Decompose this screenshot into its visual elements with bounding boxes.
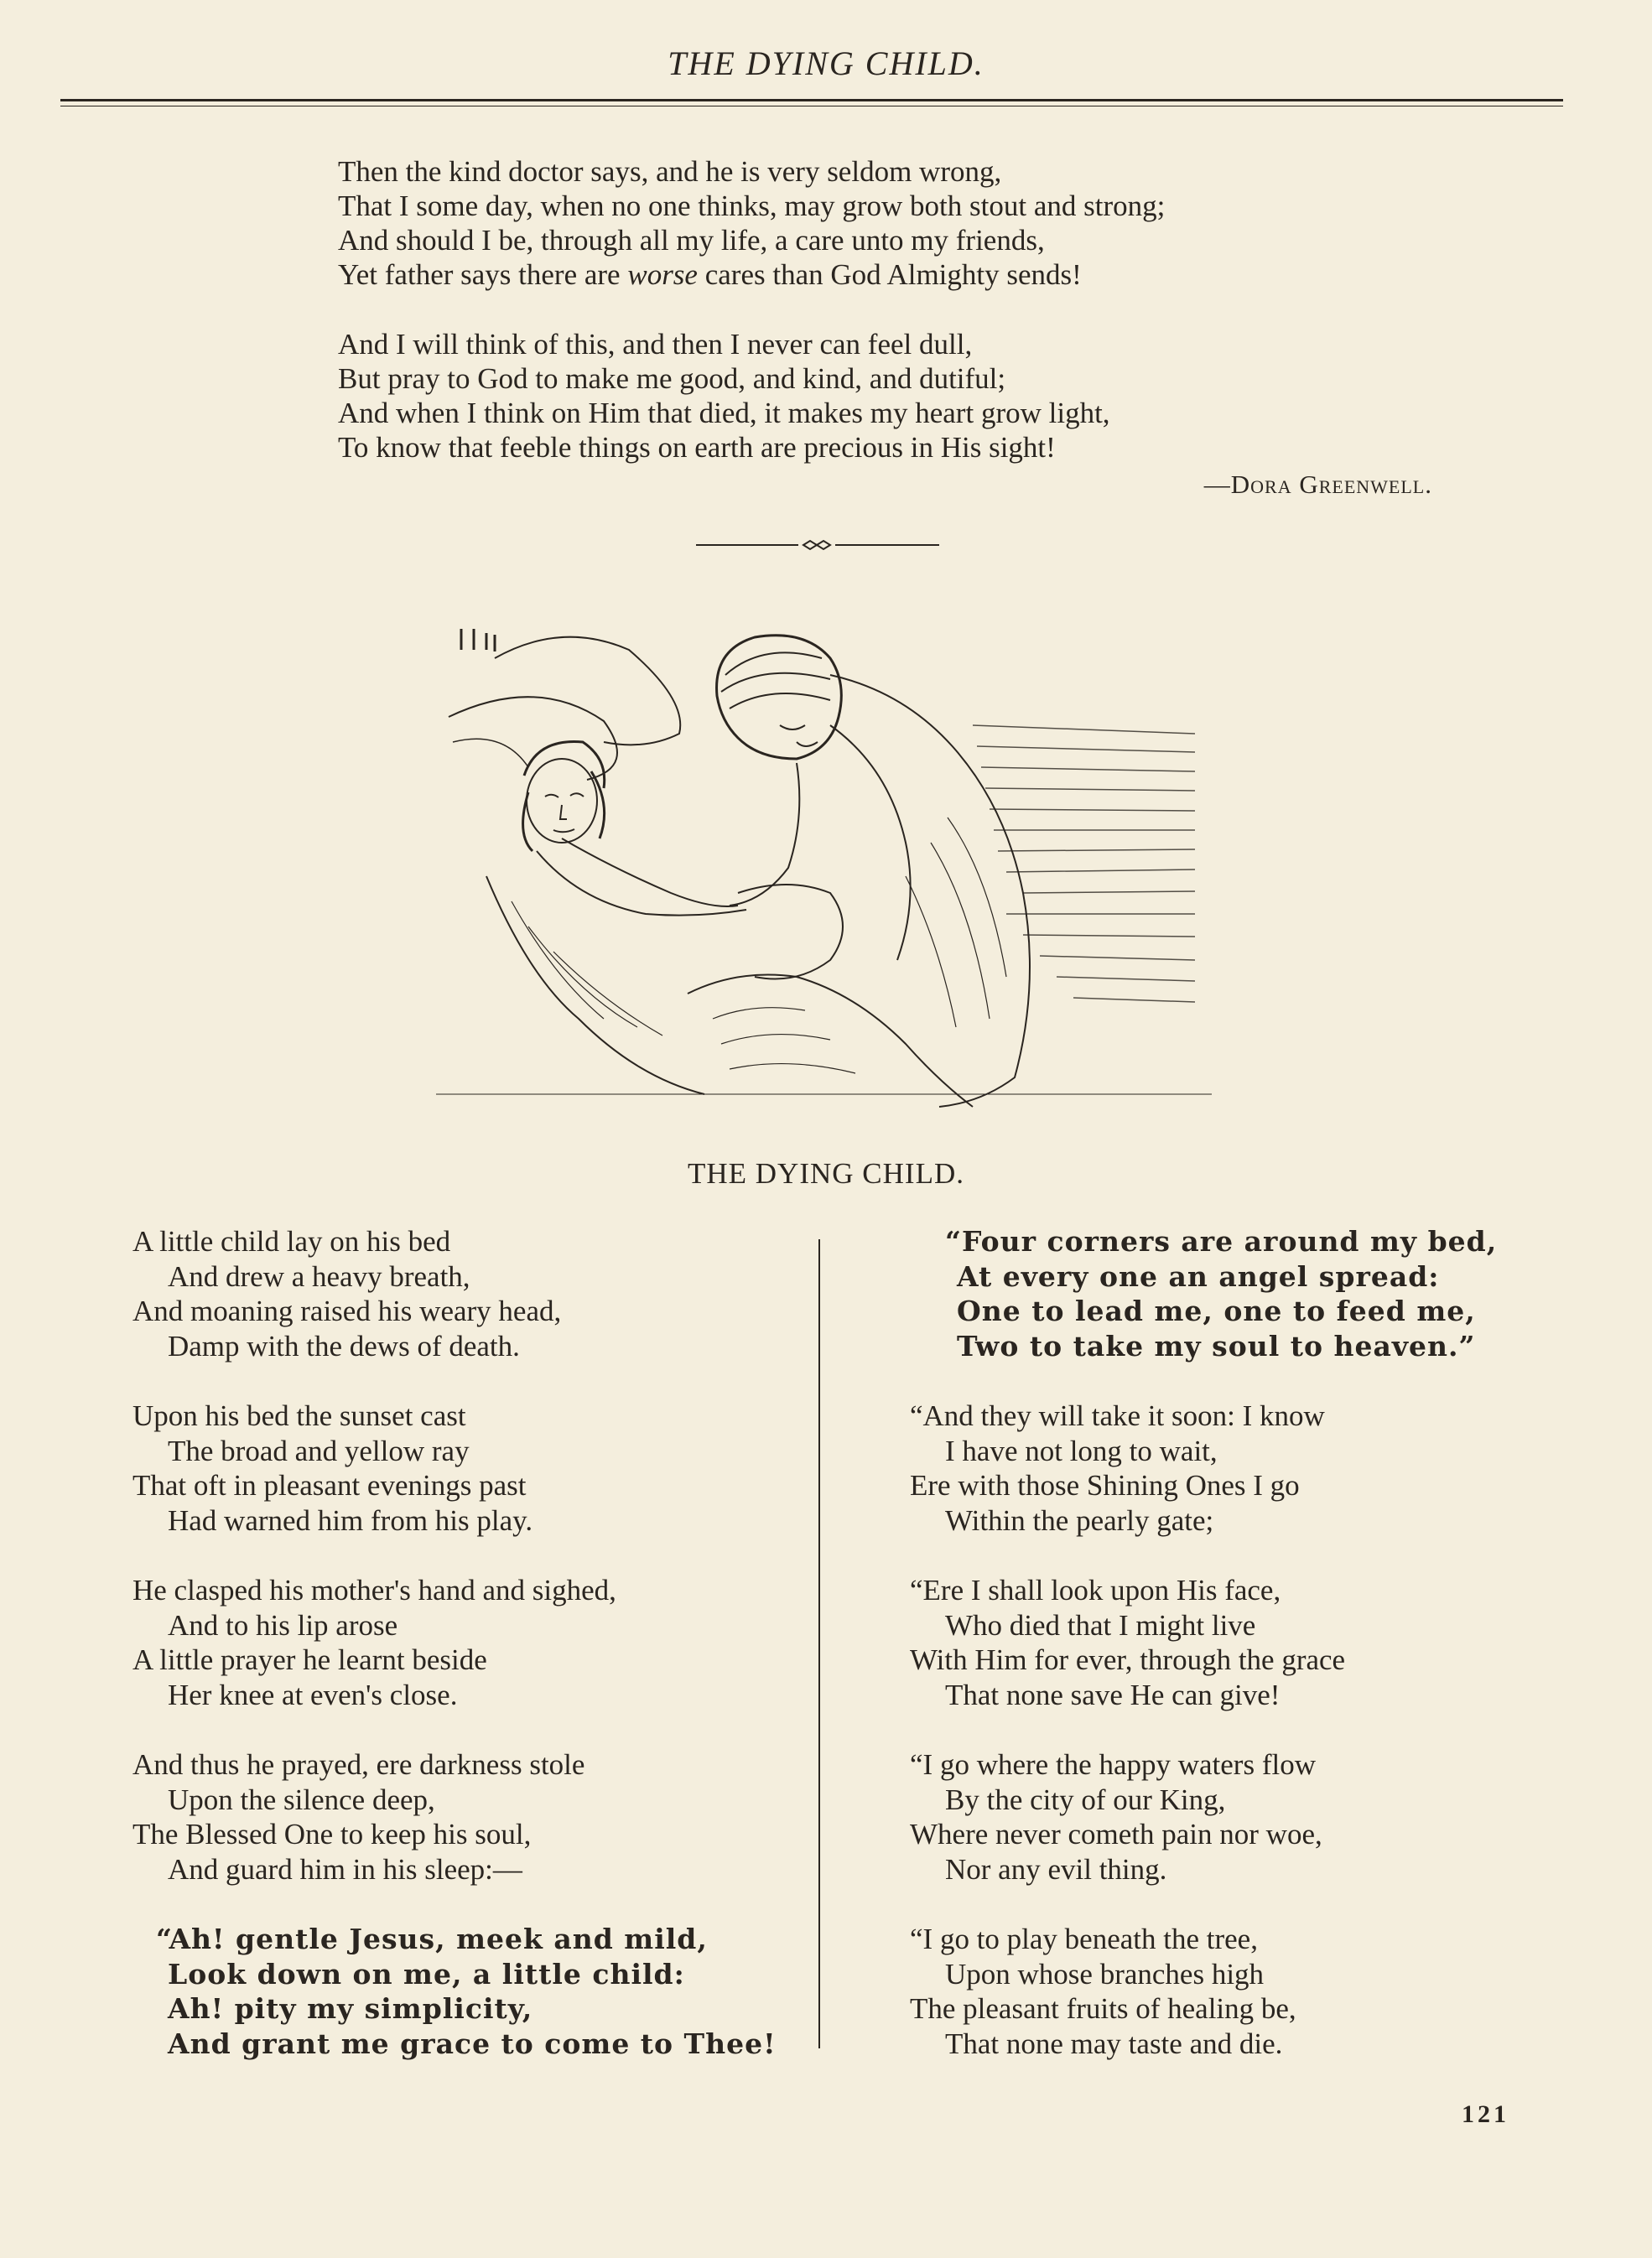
poem-line: One to lead me, one to feed me,: [957, 1295, 1476, 1327]
stanza: [132, 1747, 820, 1887]
poem-line: “And they will take it soon: I know: [910, 1399, 1325, 1432]
poem-line: Upon his bed the sunset cast: [132, 1399, 466, 1432]
stanza: [910, 1747, 1514, 1887]
gothic-stanza: [910, 1224, 1514, 1363]
right-column: [910, 1224, 1514, 2096]
poem-line: Upon whose branches high: [945, 1957, 1265, 1991]
poem-title: THE DYING CHILD.: [688, 1157, 964, 1190]
poem-line: The Blessed One to keep his soul,: [132, 1818, 532, 1851]
poem-line: The broad and yellow ray: [168, 1434, 470, 1467]
stanza: [132, 1399, 820, 1538]
poem-line: With Him for ever, through the grace: [910, 1643, 1346, 1676]
poem-line-with-italic: [338, 257, 1453, 292]
column-rule: [818, 1239, 820, 2048]
poem-line: Two to take my soul to heaven.”: [957, 1329, 1476, 1363]
poem-line: Within the pearly gate;: [945, 1503, 1214, 1537]
poem-line: Ah! pity my simplicity,: [168, 1992, 533, 2025]
top-poem: [338, 154, 1453, 465]
page-number: 121: [1462, 2100, 1509, 2128]
poem-line: By the city of our King,: [945, 1783, 1226, 1816]
poem-line: Nor any evil thing.: [945, 1852, 1167, 1886]
italic-word: worse: [627, 258, 698, 291]
poem-line: “Four corners are around my bed,: [945, 1225, 1498, 1258]
poem-line: And drew a heavy breath,: [168, 1259, 470, 1293]
poem-line: At every one an angel spread:: [957, 1259, 1440, 1293]
poem-line: Who died that I might live: [945, 1608, 1256, 1642]
poem-line: And grant me grace to come to Thee!: [168, 2027, 777, 2060]
ornamental-divider: [696, 537, 939, 553]
poem-line: Had warned him from his play.: [168, 1503, 533, 1537]
line-text: Yet father says there are: [338, 258, 628, 291]
line-text: cares than God Almighty sends!: [697, 258, 1082, 291]
poem-line: And when I think on Him that died, it makes my heart grow light,: [338, 397, 1110, 429]
stanza: [132, 1224, 820, 1363]
poem-line: And guard him in his sleep:—: [168, 1852, 522, 1886]
left-column: [132, 1224, 820, 2096]
poem-line: And moaning raised his weary head,: [132, 1295, 562, 1327]
poem-line: The pleasant fruits of healing be,: [910, 1992, 1296, 2025]
stanza: [910, 1922, 1514, 2061]
poem-line: Upon the silence deep,: [168, 1783, 435, 1816]
poem-line: That none save He can give!: [945, 1678, 1281, 1711]
poem-line: “Ere I shall look upon His face,: [910, 1574, 1281, 1607]
poem-line: A little prayer he learnt beside: [132, 1643, 487, 1676]
poem-line: He clasped his mother's hand and sighed,: [132, 1574, 616, 1607]
poem-line: And thus he prayed, ere darkness stole: [132, 1748, 585, 1781]
stanza: [910, 1399, 1514, 1538]
poem-line: That oft in pleasant evenings past: [132, 1469, 527, 1502]
running-head: THE DYING CHILD.: [668, 44, 984, 82]
poem-line: A little child lay on his bed: [132, 1225, 451, 1258]
engraving-illustration: [436, 625, 1212, 1115]
poem-line: That none may taste and die.: [945, 2027, 1283, 2060]
stanza: [132, 1573, 820, 1712]
poem-line: “I go where the happy waters flow: [910, 1748, 1316, 1781]
poem-line: And to his lip arose: [168, 1608, 398, 1642]
poem-line: Damp with the dews of death.: [168, 1329, 520, 1363]
attribution: —Dora Greenwell.: [1203, 470, 1432, 499]
poem-line: Her knee at even's close.: [168, 1678, 458, 1711]
poem-line: Then the kind doctor says, and he is very seldom wrong,: [338, 155, 1002, 188]
poem-line: “Ah! gentle Jesus, meek and mild,: [156, 1923, 708, 1955]
poem-line: That I some day, when no one thinks, may grow both stout and strong;: [338, 189, 1166, 222]
stanza: [910, 1573, 1514, 1712]
poem-line: Where never cometh pain nor woe,: [910, 1818, 1322, 1851]
poem-line: But pray to God to make me good, and kind, and dutiful;: [338, 362, 1006, 395]
poem-line: And should I be, through all my life, a care unto my friends,: [338, 224, 1045, 257]
gothic-stanza: [132, 1922, 820, 2061]
poem-line: Look down on me, a little child:: [168, 1957, 685, 1991]
poem-line: And I will think of this, and then I never can feel dull,: [338, 328, 973, 361]
header-rule: [60, 99, 1563, 101]
poem-line: “I go to play beneath the tree,: [910, 1923, 1258, 1955]
poem-line: To know that feeble things on earth are precious in His sight!: [338, 431, 1056, 464]
poem-line: I have not long to wait,: [945, 1434, 1218, 1467]
poem-line: Ere with those Shining Ones I go: [910, 1469, 1300, 1502]
